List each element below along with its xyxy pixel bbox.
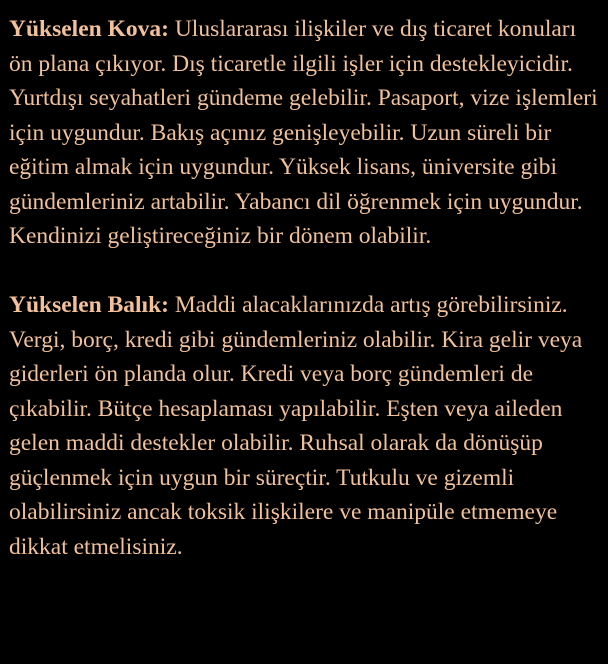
paragraph-body-kova: Uluslararası ilişkiler ve dış ticaret konuları ön plana çıkıyor. Dış ticaretle ilgili işler için destekleyicidir. Yurtdışı seyahatleri gündeme gelebilir. Pasaport, vize işlemleri için uygundur. Bakış açınız genişleyebilir. Uzun süreli bir eğitim almak için uygundur. Yüksek lisans, üniversite gibi gündemleriniz artabilir. Yabancı dil öğrenmek için uygundur. Kendinizi geliştireceğiniz bir dönem olabilir. [9, 16, 598, 249]
paragraph-yukselen-balik [9, 288, 604, 564]
sign-label-balik: Yükselen Balık: [9, 292, 169, 318]
sign-label-kova: Yükselen Kova: [9, 16, 169, 42]
paragraph-yukselen-kova [9, 12, 604, 254]
paragraph-body-balik: Maddi alacaklarınızda artış görebilirsiniz. Vergi, borç, kredi gibi gündemleriniz olabilir. Kira gelir veya giderleri ön planda olur. Kredi veya borç gündemleri de çıkabilir. Bütçe hesaplaması yapılabilir. Eşten veya aileden gelen maddi destekler olabilir. Ruhsal olarak da dönüşüp güçlenmek için uygun bir süreçtir. Tutkulu ve gizemli olabilirsiniz ancak toksik ilişkilere ve manipüle etmemeye dikkat etmelisiniz. [9, 292, 583, 560]
horoscope-text-block [9, 12, 604, 564]
